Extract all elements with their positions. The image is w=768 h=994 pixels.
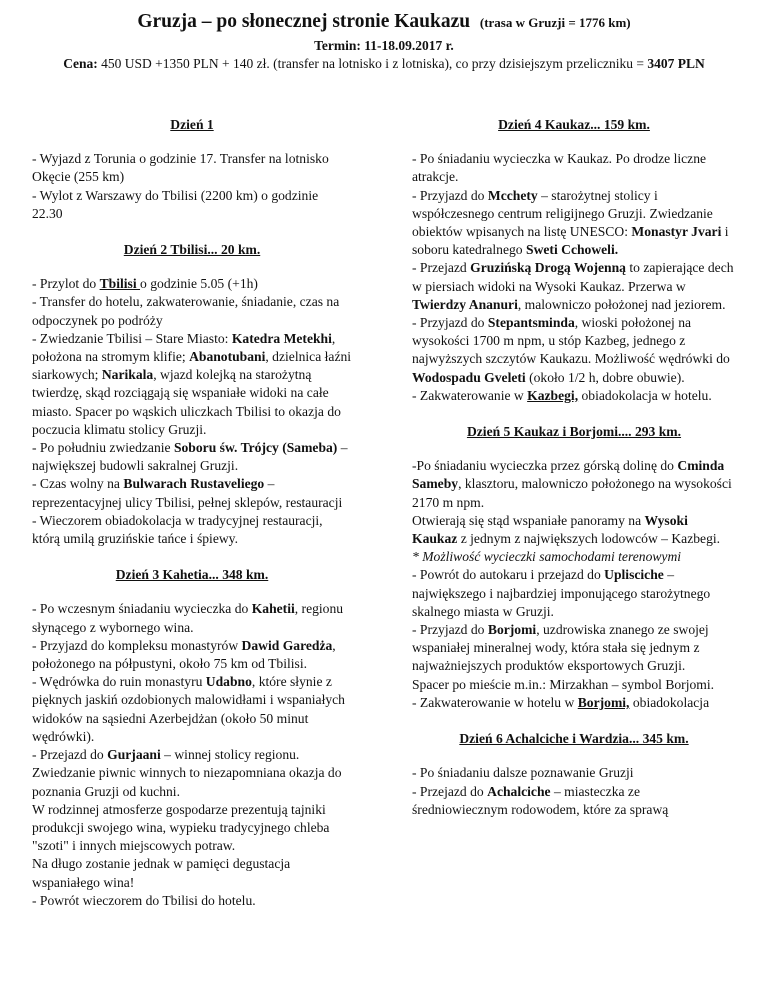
day-1-heading: Dzień 1 bbox=[170, 117, 214, 132]
text: - Zakwaterowanie w bbox=[412, 387, 528, 403]
paragraph bbox=[32, 330, 352, 439]
text: to zapierające dech w piersiach widoki na Wysoki Kaukaz. Przerwa w bbox=[412, 260, 734, 294]
title-route-note: (trasa w Gruzji = 1776 km) bbox=[479, 15, 631, 30]
day-3 bbox=[32, 566, 352, 910]
place-name: Udabno bbox=[205, 674, 252, 690]
paragraph: Spacer po mieście m.in.: Mirzakhan – symbol Borjomi. bbox=[412, 676, 715, 692]
text: , które słynie z pięknych jaskiń ozdobionych malowidłami i wspaniałych widoków na sąsiedni Azerbejdżan (około 50 minut wędrówki). bbox=[32, 674, 345, 744]
paragraph bbox=[412, 187, 736, 260]
place-name: Narikala bbox=[101, 367, 154, 383]
text: - Czas wolny na bbox=[32, 476, 124, 492]
day-5-heading: Dzień 5 Kaukaz i Borjomi.... 293 km. bbox=[466, 424, 682, 440]
paragraph bbox=[412, 457, 736, 512]
text: , wjazd kolejką na starożytną twierdzę, skąd rozciągają się wspaniałe widoki na całe miasto. Spacer po wąskich uliczkach Tbilisi to okazja do poczucia klimatu stolicy Gruzji. bbox=[32, 367, 341, 437]
paragraph bbox=[32, 439, 352, 475]
day-6-heading: Dzień 6 Achalciche i Wardzia... 345 km. bbox=[459, 731, 689, 747]
itinerary-columns bbox=[32, 112, 736, 928]
paragraph: - Powrót wieczorem do Tbilisi do hotelu. bbox=[32, 892, 256, 908]
text: , dzielnica łaźni siarkowych; bbox=[32, 349, 352, 383]
paragraph bbox=[32, 746, 352, 801]
place-name: Bulwarach Rustaveliego bbox=[123, 476, 265, 492]
left-column bbox=[32, 112, 352, 928]
place-name: Abanotubani bbox=[189, 349, 266, 365]
text: - Przyjazd do bbox=[412, 622, 488, 638]
paragraph: - Transfer do hotelu, zakwaterowanie, śniadanie, czas na odpoczynek po podróży bbox=[32, 294, 340, 328]
text: - Zwiedzanie Tbilisi – Stare Miasto: bbox=[32, 330, 232, 346]
paragraph: - Wyjazd z Torunia o godzinie 17. Transfer na lotnisko Okęcie (255 km) bbox=[32, 151, 329, 185]
text: , wioski położonej na wysokości 1700 m npm, u stóp Kazbeg, jednego z najwyższych szczytów Kaukazu. Możliwość wędrówki do bbox=[412, 315, 730, 367]
place-name: Borjomi bbox=[487, 622, 537, 638]
optional-note: * Możliwość wycieczki samochodami terenowymi bbox=[412, 549, 682, 565]
place-name: Cminda Sameby bbox=[412, 458, 725, 492]
text: - Przylot do bbox=[32, 276, 100, 292]
paragraph bbox=[412, 387, 736, 405]
text: – miasteczka ze średniowiecznym rodowodem, które za sprawą bbox=[412, 783, 669, 817]
price-label: Cena: bbox=[63, 56, 98, 71]
paragraph: - Po śniadaniu wycieczka w Kaukaz. Po drodze liczne atrakcje. bbox=[412, 151, 707, 185]
text: -Po śniadaniu wycieczka przez górską dolinę do bbox=[412, 458, 678, 474]
paragraph bbox=[412, 621, 736, 676]
price-text: 450 USD +1350 PLN + 140 zł. (transfer na lotnisko i z lotniska), co przy dzisiejszym przeliczniku = bbox=[97, 56, 648, 71]
place-name: Katedra Metekhi bbox=[231, 330, 332, 346]
text: - Przejazd do bbox=[32, 747, 108, 763]
paragraph bbox=[32, 275, 352, 293]
text: o godzinie 5.05 (+1h) bbox=[140, 276, 258, 292]
text: obiadokolacja w hotelu. bbox=[578, 387, 712, 403]
text: - Przejazd do bbox=[412, 783, 488, 799]
text: – starożytnej stolicy i współczesnego centrum religijnego Gruzji. Zwiedzanie obiektów wpisanych na listę UNESCO: bbox=[412, 187, 713, 240]
place-name: Stepantsminda bbox=[487, 315, 575, 331]
text: – największego i najbardziej imponującego starożytnego skalnego miasta w Gruzji. bbox=[412, 567, 711, 619]
day-4 bbox=[412, 116, 736, 405]
place-name: Uplisciche bbox=[604, 567, 664, 583]
place-name: Tbilisi bbox=[99, 276, 141, 292]
text: , położona na stromym klifie; bbox=[32, 330, 336, 365]
place-name: Achalciche bbox=[487, 783, 551, 799]
title-main: Gruzja – po słonecznej stronie Kaukazu bbox=[137, 11, 471, 32]
day-2 bbox=[32, 241, 352, 548]
trip-term: Termin: 11-18.09.2017 r. bbox=[314, 38, 454, 53]
place-name: Soboru św. Trójcy (Sameba) bbox=[173, 440, 338, 456]
text: - Powrót do autokaru i przejazd do bbox=[412, 567, 605, 583]
text: – winnej stolicy regionu. Zwiedzanie piwnic winnych to niezapomniana okazja do poznania Gruzji od kuchni. bbox=[32, 747, 342, 799]
text: z jednym z największych lodowców – Kazbegi. bbox=[457, 531, 721, 547]
place-name: Wysoki Kaukaz bbox=[412, 512, 688, 547]
day-1 bbox=[32, 116, 352, 223]
place-name: Kahetii bbox=[251, 601, 295, 617]
place-name: Mcchety bbox=[487, 187, 538, 203]
text: , uzdrowiska znanego ze swojej wspaniałej mineralnej wody, która stała się jednym z najważniejszych produktów eksportowych Gruzji. bbox=[412, 622, 709, 674]
paragraph: - Wieczorem obiadokolacja w tradycyjnej restauracji, którą umilą gruzińskie tańce i śpiewy. bbox=[32, 512, 323, 547]
text: - Wędrówka do ruin monastyru bbox=[32, 674, 206, 690]
text: - Po wczesnym śniadaniu wycieczka do bbox=[32, 601, 252, 617]
text: , regionu słynącego z wybornego wina. bbox=[32, 601, 344, 635]
paragraph bbox=[32, 600, 352, 636]
paragraph: Na długo zostanie jednak w pamięci degustacja wspaniałego wina! bbox=[32, 856, 291, 890]
paragraph: W rodzinnej atmosferze gospodarze prezentują tajniki produkcji swojego wina, wypieku tradycyjnego chleba "szoti" i innych miejscowych potraw. bbox=[32, 801, 330, 854]
text: , klasztoru, malowniczo położonego na wysokości 2170 m npm. bbox=[412, 476, 732, 510]
text: , położonego na półpustyni, około 75 km od Tbilisi. bbox=[32, 637, 336, 672]
place-name: Monastyr Jvari bbox=[631, 224, 722, 240]
paragraph bbox=[32, 475, 352, 511]
text: Otwierają się stąd wspaniałe panoramy na bbox=[412, 512, 645, 528]
place-name: Sweti Cchoweli. bbox=[526, 242, 619, 258]
place-name: Dawid Garedża bbox=[241, 637, 333, 653]
text: obiadokolacja bbox=[629, 694, 710, 710]
paragraph: - Po śniadaniu dalsze poznawanie Gruzji bbox=[412, 765, 634, 781]
text: (około 1/2 h, dobre obuwie). bbox=[525, 369, 685, 385]
place-name: Kazbegi, bbox=[527, 387, 579, 403]
text: - Przyjazd do bbox=[412, 315, 488, 331]
place-name: Twierdzy Ananuri bbox=[412, 296, 518, 312]
text: - Przejazd bbox=[412, 260, 471, 276]
text: - Przyjazd do kompleksu monastyrów bbox=[32, 637, 242, 653]
text: - Po południu zwiedzanie bbox=[32, 440, 174, 456]
place-name: Wodospadu Gveleti bbox=[412, 369, 526, 385]
day-4-heading: Dzień 4 Kaukaz... 159 km. bbox=[498, 117, 650, 132]
text: , malowniczo położonej nad jeziorem. bbox=[517, 296, 726, 312]
document-title bbox=[0, 10, 768, 35]
place-name: Borjomi, bbox=[577, 694, 630, 710]
text: - Przyjazd do bbox=[412, 187, 488, 203]
day-3-heading: Dzień 3 Kahetia... 348 km. bbox=[115, 567, 269, 583]
paragraph bbox=[412, 783, 736, 819]
paragraph bbox=[412, 314, 736, 387]
price-total: 3407 PLN bbox=[647, 56, 705, 71]
day-5 bbox=[412, 423, 736, 712]
trip-price bbox=[0, 55, 768, 73]
document-header bbox=[0, 0, 768, 73]
text: – reprezentacyjnej ulicy Tbilisi, pełnej sklepów, restauracji bbox=[32, 476, 343, 510]
paragraph bbox=[412, 566, 736, 621]
paragraph bbox=[412, 512, 736, 548]
paragraph bbox=[32, 673, 352, 746]
paragraph bbox=[412, 694, 736, 712]
paragraph bbox=[412, 259, 736, 314]
paragraph: - Wylot z Warszawy do Tbilisi (2200 km) o godzinie 22.30 bbox=[32, 187, 319, 221]
right-column bbox=[412, 112, 736, 928]
text: - Zakwaterowanie w hotelu w bbox=[412, 694, 578, 710]
text: i soboru katedralnego bbox=[412, 224, 729, 258]
place-name: Gruzińską Drogą Wojenną bbox=[470, 260, 626, 276]
day-6 bbox=[412, 730, 736, 819]
paragraph bbox=[32, 637, 352, 673]
day-2-heading: Dzień 2 Tbilisi... 20 km. bbox=[123, 242, 261, 258]
text: – największej budowli sakralnej Gruzji. bbox=[32, 440, 348, 474]
place-name: Gurjaani bbox=[107, 747, 161, 763]
